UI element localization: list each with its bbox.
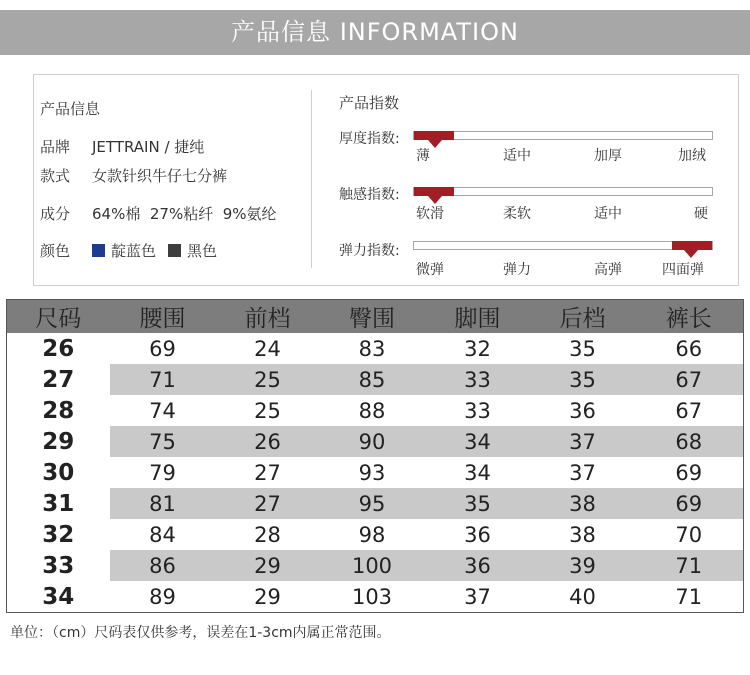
- brand-value: JETTRAIN / 捷纯: [92, 138, 205, 156]
- table-row: [7, 426, 744, 457]
- color-row: [40, 240, 217, 261]
- table-cell: 88: [320, 395, 425, 426]
- table-row: [7, 519, 744, 550]
- table-cell: 79: [110, 457, 216, 488]
- table-cell: 66: [635, 333, 744, 364]
- table-cell: 67: [635, 395, 744, 426]
- table-cell: 37: [531, 457, 635, 488]
- table-cell: 71: [635, 581, 744, 613]
- table-cell: 98: [320, 519, 425, 550]
- product-index-title: 产品指数: [339, 94, 400, 112]
- table-cell: 33: [425, 395, 531, 426]
- header-front-rise: 前档: [216, 300, 320, 334]
- table-cell: 74: [110, 395, 216, 426]
- black-swatch: [168, 244, 181, 257]
- material-row: [40, 203, 277, 224]
- size-table-header: [7, 300, 744, 334]
- table-row: [7, 581, 744, 613]
- thickness-label: 厚度指数:: [339, 131, 400, 147]
- table-cell: 38: [531, 519, 635, 550]
- thickness-tick-1: 薄: [416, 148, 430, 164]
- table-cell: 67: [635, 364, 744, 395]
- size-note: 单位：（cm）尺码表仅供参考，误差在1-3cm内属正常范围。: [10, 625, 391, 641]
- table-row: [7, 550, 744, 581]
- header-leg-opening: 脚围: [425, 300, 531, 334]
- table-cell: 40: [531, 581, 635, 613]
- table-cell: 89: [110, 581, 216, 613]
- style-row: [40, 165, 227, 186]
- color-key: 颜色: [40, 242, 71, 260]
- info-divider: [311, 90, 312, 268]
- header-hip: 臀围: [320, 300, 425, 334]
- table-cell: 93: [320, 457, 425, 488]
- table-cell: 85: [320, 364, 425, 395]
- table-cell: 69: [110, 333, 216, 364]
- color-name-black: 黑色: [187, 242, 218, 260]
- table-cell: 27: [216, 457, 320, 488]
- table-cell: 69: [635, 488, 744, 519]
- elasticity-tick-1: 微弹: [416, 262, 444, 278]
- touch-tick-4: 硬: [694, 206, 708, 222]
- table-cell: 34: [425, 457, 531, 488]
- size-cell: 31: [7, 488, 110, 519]
- touch-tick-3: 适中: [594, 206, 622, 222]
- elasticity-fill: [672, 241, 712, 250]
- table-cell: 68: [635, 426, 744, 457]
- table-cell: 95: [320, 488, 425, 519]
- elasticity-label: 弹力指数:: [339, 243, 400, 259]
- brand-row: [40, 136, 204, 157]
- table-cell: 90: [320, 426, 425, 457]
- table-cell: 84: [110, 519, 216, 550]
- thickness-tick-4: 加绒: [678, 148, 706, 164]
- table-cell: 36: [531, 395, 635, 426]
- size-table: [6, 299, 744, 613]
- table-cell: 37: [531, 426, 635, 457]
- elasticity-tick-4: 四面弹: [662, 262, 704, 278]
- table-cell: 24: [216, 333, 320, 364]
- style-value: 女款针织牛仔七分裤: [92, 167, 228, 185]
- table-cell: 25: [216, 395, 320, 426]
- table-cell: 38: [531, 488, 635, 519]
- indigo-swatch: [92, 244, 105, 257]
- size-cell: 26: [7, 333, 110, 364]
- table-cell: 83: [320, 333, 425, 364]
- table-cell: 25: [216, 364, 320, 395]
- table-cell: 71: [110, 364, 216, 395]
- table-cell: 71: [635, 550, 744, 581]
- table-cell: 33: [425, 364, 531, 395]
- table-cell: 75: [110, 426, 216, 457]
- table-cell: 34: [425, 426, 531, 457]
- elasticity-bar: [413, 241, 713, 250]
- material-key: 成分: [40, 205, 71, 223]
- header-back-rise: 后档: [531, 300, 635, 334]
- header-banner: [0, 10, 750, 55]
- table-cell: 37: [425, 581, 531, 613]
- table-cell: 69: [635, 457, 744, 488]
- table-row: [7, 364, 744, 395]
- table-cell: 29: [216, 581, 320, 613]
- table-cell: 29: [216, 550, 320, 581]
- elasticity-marker: [684, 250, 698, 258]
- brand-key: 品牌: [40, 138, 71, 156]
- header-title: 产品信息 INFORMATION: [231, 18, 519, 46]
- table-cell: 28: [216, 519, 320, 550]
- table-row: [7, 395, 744, 426]
- style-key: 款式: [40, 167, 71, 185]
- table-cell: 36: [425, 550, 531, 581]
- thickness-bar: [413, 131, 713, 140]
- color-name-indigo: 靛蓝色: [111, 242, 157, 260]
- product-info-title: 产品信息: [40, 100, 101, 118]
- elasticity-tick-3: 高弹: [594, 262, 622, 278]
- thickness-tick-2: 适中: [503, 148, 531, 164]
- material-value: 64%棉 27%粘纤 9%氨纶: [92, 205, 277, 223]
- touch-tick-2: 柔软: [503, 206, 531, 222]
- size-cell: 28: [7, 395, 110, 426]
- thickness-marker: [428, 140, 442, 148]
- table-cell: 39: [531, 550, 635, 581]
- table-cell: 35: [425, 488, 531, 519]
- size-cell: 27: [7, 364, 110, 395]
- size-cell: 33: [7, 550, 110, 581]
- table-cell: 26: [216, 426, 320, 457]
- table-cell: 70: [635, 519, 744, 550]
- thickness-tick-3: 加厚: [594, 148, 622, 164]
- table-cell: 100: [320, 550, 425, 581]
- table-cell: 27: [216, 488, 320, 519]
- size-cell: 32: [7, 519, 110, 550]
- thickness-fill: [414, 131, 454, 140]
- table-row: [7, 488, 744, 519]
- table-cell: 36: [425, 519, 531, 550]
- table-cell: 35: [531, 364, 635, 395]
- touch-label: 触感指数:: [339, 187, 400, 203]
- table-cell: 35: [531, 333, 635, 364]
- table-cell: 32: [425, 333, 531, 364]
- table-cell: 86: [110, 550, 216, 581]
- size-cell: 34: [7, 581, 110, 613]
- table-cell: 103: [320, 581, 425, 613]
- header-size: 尺码: [7, 300, 110, 334]
- elasticity-tick-2: 弹力: [503, 262, 531, 278]
- touch-bar: [413, 187, 713, 196]
- table-cell: 81: [110, 488, 216, 519]
- size-cell: 29: [7, 426, 110, 457]
- table-row: [7, 333, 744, 364]
- touch-fill: [414, 187, 454, 196]
- header-waist: 腰围: [110, 300, 216, 334]
- size-cell: 30: [7, 457, 110, 488]
- touch-tick-1: 软滑: [416, 206, 444, 222]
- table-row: [7, 457, 744, 488]
- header-length: 裤长: [635, 300, 744, 334]
